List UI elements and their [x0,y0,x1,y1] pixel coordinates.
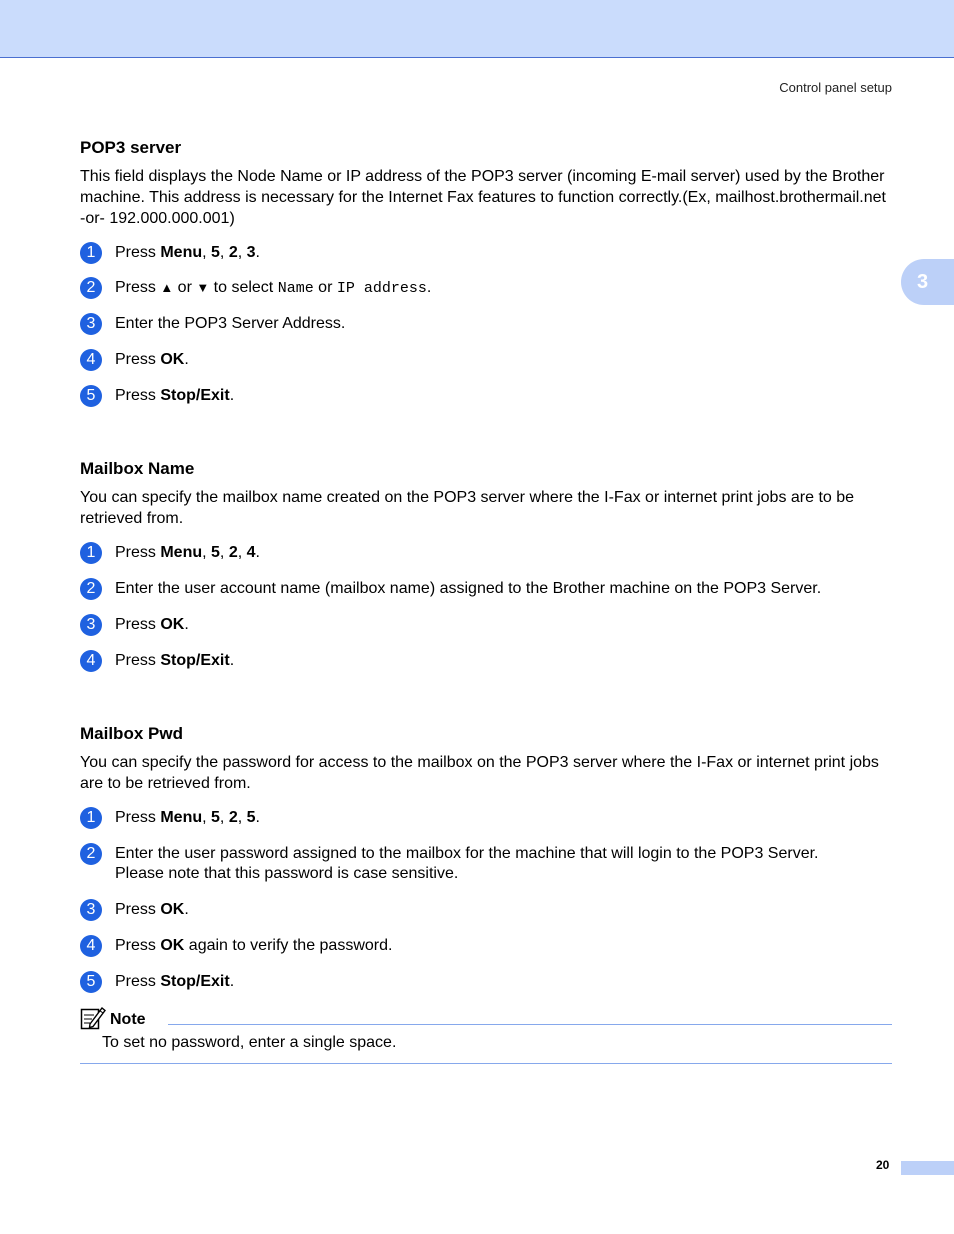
section-intro: This field displays the Node Name or IP address of the POP3 server (incoming E-mail server) used by the Brother machine. This address is necessary for the Internet Fax features to function correctly.(Ex, mailhost.brothermail.net -or- 192.000.000.001) [80,168,886,227]
note-divider-top [168,1024,892,1025]
chapter-tab: 3 [901,259,954,305]
step-number: 2 [80,843,102,865]
step-number: 1 [80,542,102,564]
section-title-mailbox-pwd: Mailbox Pwd [80,724,183,743]
section-intro: You can specify the password for access to the mailbox on the POP3 server where the I-Fax or internet print jobs are to be retrieved from. [80,754,879,792]
page-tab [901,1161,954,1175]
step-number: 5 [80,971,102,993]
up-arrow-icon: ▲ [160,280,174,295]
note-pencil-icon [80,1006,106,1030]
step-number: 4 [80,349,102,371]
section-title-pop3-server: POP3 server [80,138,182,157]
step-number: 2 [80,578,102,600]
step-number: 3 [80,614,102,636]
section-title-mailbox-name: Mailbox Name [80,459,195,478]
down-arrow-icon: ▼ [196,280,210,295]
running-header: Control panel setup [779,80,892,95]
step-number: 4 [80,650,102,672]
step-number: 5 [80,385,102,407]
step-number: 4 [80,935,102,957]
header-band [0,0,954,58]
step-number: 3 [80,899,102,921]
note-text: To set no password, enter a single space. [102,1034,397,1051]
step-number: 2 [80,277,102,299]
page-number: 20 [876,1158,890,1172]
note-divider-bottom [80,1063,892,1064]
step-number: 1 [80,807,102,829]
section-intro: You can specify the mailbox name created on the POP3 server where the I-Fax or internet print jobs are to be retrieved from. [80,489,855,527]
note-label: Note [110,1011,146,1028]
step-number: 1 [80,242,102,264]
step-number: 3 [80,313,102,335]
